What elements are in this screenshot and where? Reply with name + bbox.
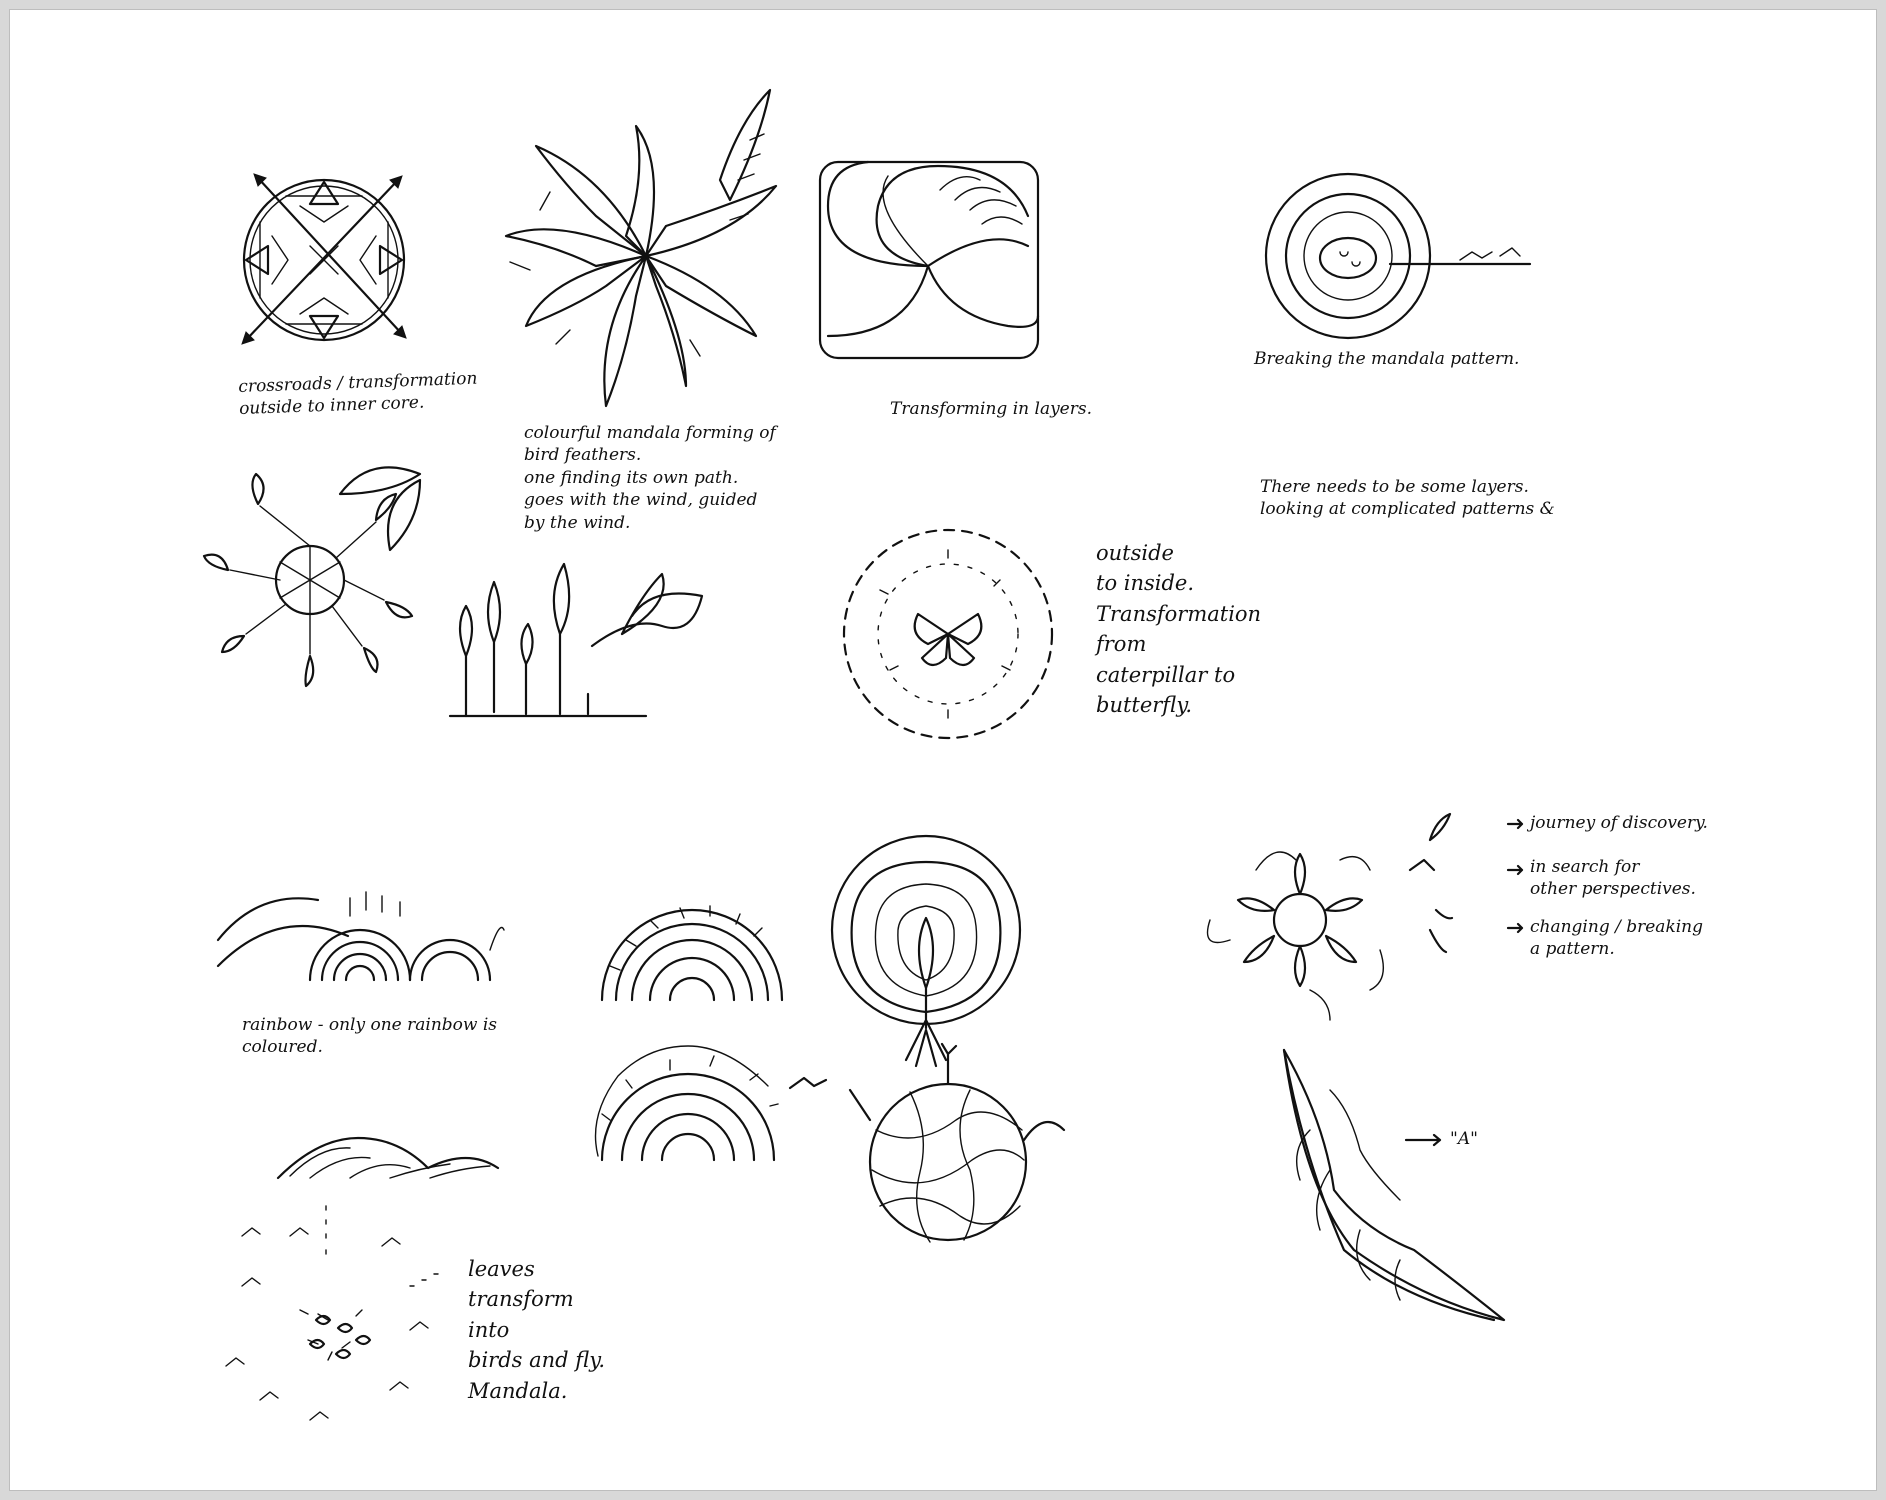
sketch-sheet [9,9,1877,1491]
note-search: in search for other perspectives. [1530,857,1696,900]
butterfly-mandala-sketch [844,530,1052,738]
layers-spiral-sketch [820,162,1038,358]
note-needs-layers: There needs to be some layers. looking at complicated patterns & [1260,477,1555,520]
note-layers: Transforming in layers. [890,399,1092,419]
note-changing: changing / breaking a pattern. [1530,917,1704,960]
note-outside-inside: outside to inside. Transformation from caterpillar to butterfly. [1096,541,1262,718]
crossroads-mandala-sketch [242,174,406,344]
note-rainbow: rainbow - only one rainbow is coloured. [242,1015,498,1058]
note-leaf-a: "A" [1450,1129,1478,1149]
leaves-birds-mandala-sketch [226,1206,438,1420]
breaking-pattern-sketch [1266,174,1530,338]
falling-leaf-sketch [1284,1050,1504,1320]
note-journey: journey of discovery. [1530,813,1708,833]
patterned-globe-sketch [850,1044,1064,1242]
sketch-artwork [10,10,1878,1492]
note-breaking: Breaking the mandala pattern. [1254,349,1520,369]
flame-circles-sketch [832,836,1020,1066]
feather-swirl-sketch [506,90,776,406]
vine-rainbow-sketch [596,1046,827,1160]
wind-mandala-sketch [204,467,420,686]
note-leaves-birds: leaves transform into birds and fly. Mandala. [468,1257,606,1403]
rainbow-hills-sketch [218,892,504,980]
leaf-bird-mandala-sketch [1208,814,1453,1020]
note-feathers: colourful mandala forming of bird feathers. one finding its own path. goes with the wind, guided by the wind. [524,423,776,533]
rainbow-arch-sketch [602,906,782,1000]
note-crossroads: crossroads / transformation outside to inner core. [238,368,478,420]
growing-leaves-sketch [450,564,702,716]
hills-sketch [278,1138,498,1178]
